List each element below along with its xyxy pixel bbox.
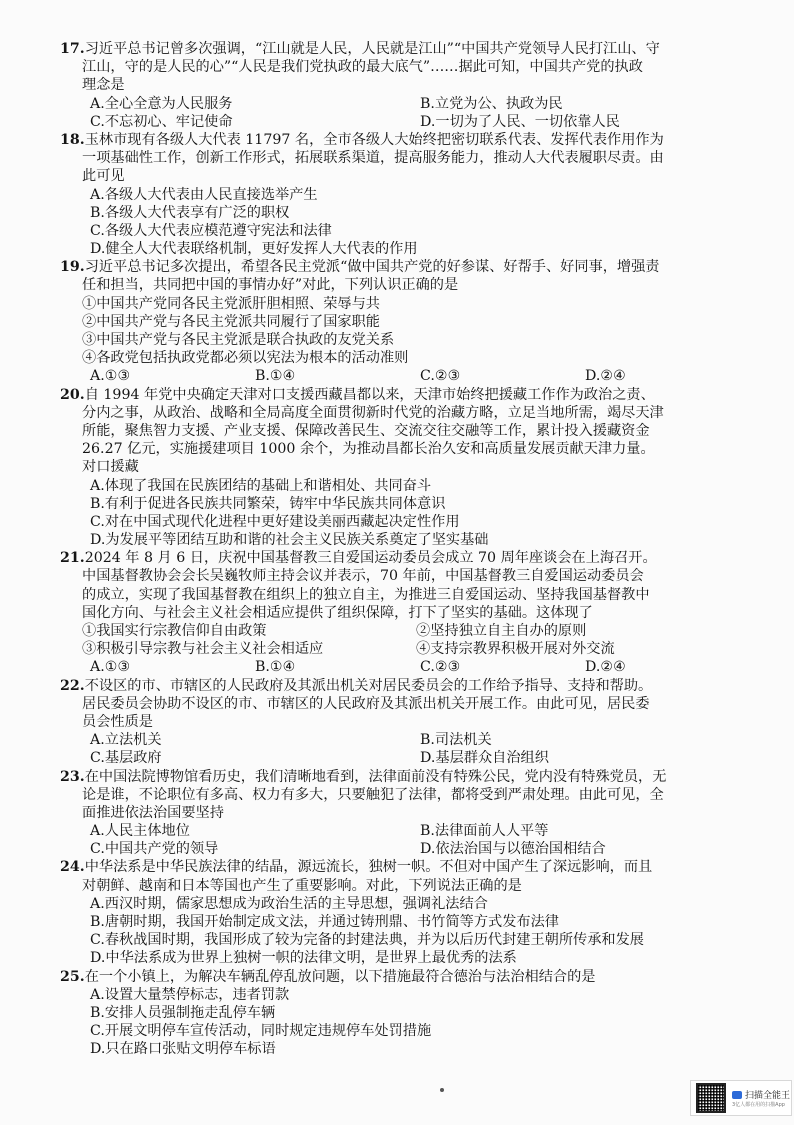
question-stem-text: 理念是	[82, 77, 125, 94]
answer-option: C.春秋战国时期，我国形成了较为完备的封建法典，并为以后历代封建王朝所传承和发展	[90, 932, 644, 949]
question-stem-text: 在一个小镇上，为解决车辆乱停乱放问题，以下措施最符合德治与法治相结合的是	[84, 968, 596, 985]
question-stem-first-line	[60, 768, 750, 786]
statement-item: ③中国共产党与各民主党派是联合执政的友党关系	[82, 332, 395, 348]
question-stem-text: 所能，聚焦智力支援、产业支援、保障改善民生、交流交往交融等工作，累计投入援藏资金	[82, 422, 650, 439]
question-stem-text: 分内之事，从政治、战略和全局高度全面贯彻新时代党的治藏方略，立足当地所需，竭尽天津	[82, 404, 664, 421]
statement-item: ①我国实行宗教信仰自由政策	[82, 623, 267, 639]
question-stem-line	[60, 149, 750, 167]
answer-option: B.各级人大代表享有广泛的职权	[90, 204, 290, 221]
option-row	[60, 749, 750, 767]
question-stem-first-line	[60, 858, 750, 876]
question-stem-line	[60, 804, 750, 822]
statement-item: ②坚持独立自主自办的原则	[416, 623, 587, 639]
question-number: 23.	[60, 768, 85, 785]
question-block	[60, 768, 750, 859]
question-stem-text: 江山，守的是人民的心”“人民是我们党执政的最大底气”……据此可知，中国共产党的执政	[82, 59, 643, 76]
question-number: 17.	[60, 41, 85, 57]
option-row	[60, 113, 750, 131]
answer-option: B.唐朝时期，我国开始制定成文法，并通过铸刑鼎、书竹简等方式发布法律	[90, 914, 559, 930]
answer-option: B.立党为公、执政为民	[420, 95, 563, 112]
question-block	[60, 858, 750, 967]
statement-item: ④各政党包括执政党都必须以宪法为根本的活动准则	[82, 350, 409, 367]
question-stem-text: 一项基础性工作，创新工作形式，拓展联系渠道，提高服务能力，推动人大代表履职尽责。由	[82, 150, 664, 167]
option-row	[60, 840, 750, 858]
question-stem-text: 国化方向、与社会主义社会相适应提供了组织保障，打下了坚实的基础。这体现了	[82, 604, 593, 621]
scanner-badge	[690, 1080, 792, 1116]
question-block	[60, 40, 750, 131]
question-stem-first-line	[60, 258, 750, 276]
question-stem-line	[60, 786, 750, 804]
answer-option: A.①③	[90, 368, 131, 385]
question-stem-line	[60, 58, 750, 76]
answer-option: C.不忘初心、牢记使命	[90, 113, 233, 130]
question-stem-line	[60, 586, 750, 604]
statement-row	[60, 622, 750, 640]
question-stem-text: 习近平总书记曾多次强调，“江山就是人民，人民就是江山”“中国共产党领导人民打江山、守	[84, 41, 660, 57]
question-stem-text: 论是谁，不论职位有多高、权力有多大，只要触犯了法律，都将受到严肃处理。由此可见，全	[82, 786, 664, 803]
answer-option: D.依法治国与以德治国相结合	[420, 841, 606, 858]
question-block	[60, 968, 750, 1059]
scanner-logo-icon	[732, 1091, 742, 1099]
question-stem-line	[60, 76, 750, 94]
answer-option: A.各级人大代表由人民直接选举产生	[90, 186, 318, 203]
question-stem-first-line	[60, 40, 750, 58]
question-stem-first-line	[60, 131, 750, 149]
question-stem-line	[60, 713, 750, 731]
answer-option: B.安排人员强制拖走乱停车辆	[90, 1004, 276, 1021]
question-stem-text: 员会性质是	[82, 713, 153, 730]
answer-option: C.中国共产党的领导	[90, 841, 219, 858]
answer-option: A.立法机关	[90, 732, 162, 749]
question-block	[60, 131, 750, 258]
answer-option: C.基层政府	[90, 750, 162, 767]
answer-option: C.②③	[420, 659, 461, 676]
answer-option: A.设置大量禁停标志，违者罚款	[90, 986, 290, 1003]
answer-option: D.基层群众自治组织	[420, 750, 549, 767]
option-row	[60, 367, 750, 385]
question-stem-line	[60, 404, 750, 422]
answer-option: D.中华法系成为世界上独树一帜的法律文明，是世界上最优秀的法系	[90, 950, 517, 967]
question-stem-text: 中华法系是中华民族法律的结晶，源远流长，独树一帜。不但对中国产生了深远影响，而且	[84, 859, 653, 876]
question-stem-text: 不设区的市、市辖区的人民政府及其派出机关对居民委员会的工作给予指导、支持和帮助。	[84, 677, 653, 694]
answer-option: D.②④	[585, 659, 626, 676]
question-stem-first-line	[60, 968, 750, 986]
qr-code-icon	[696, 1083, 726, 1113]
answer-option: B.法律面前人人平等	[420, 823, 549, 840]
answer-option: C.开展文明停车宣传活动，同时规定违规停车处罚措施	[90, 1023, 432, 1040]
answer-option: D.健全人大代表联络机制，更好发挥人大代表的作用	[90, 241, 418, 258]
question-stem-text: 自 1994 年党中央确定天津对口支援西藏昌都以来，天津市始终把援藏工作作为政治之责、	[84, 386, 655, 403]
statement-item: ③积极引导宗教与社会主义社会相适应	[82, 641, 324, 658]
answer-option: B.①④	[255, 659, 296, 676]
question-stem-first-line	[60, 549, 750, 567]
question-stem-line	[60, 567, 750, 585]
answer-option: D.为发展平等团结互助和谐的社会主义民族关系奠定了坚实基础	[90, 532, 489, 549]
question-stem-line	[60, 167, 750, 185]
question-stem-line	[60, 276, 750, 294]
question-stem-text: 26.27 亿元，实施援建项目 1000 余个，为推动昌都长治久安和高质量发展贡献天津力量。	[82, 441, 655, 458]
question-stem-text: 2024 年 8 月 6 日，庆祝中国基督教三自爱国运动委员会成立 70 周年座谈会在上海召开。	[84, 550, 657, 567]
answer-option: A.西汉时期，儒家思想成为政治生活的主导思想，强调礼法结合	[90, 895, 488, 912]
question-stem-text: 的成立，实现了我国基督教在组织上的独立自主，为推进三自爱国运动、坚持我国基督教中	[82, 586, 650, 603]
answer-option: D.只在路口张贴文明停车标语	[90, 1041, 276, 1058]
question-stem-text: 此可见	[82, 168, 125, 185]
question-number: 20.	[60, 386, 85, 403]
question-stem-text: 对朝鲜、越南和日本等国也产生了重要影响。对此，下列说法正确的是	[82, 877, 522, 894]
question-block	[60, 386, 750, 550]
question-block	[60, 677, 750, 768]
question-stem-text: 对口援藏	[82, 459, 139, 476]
answer-option: A.人民主体地位	[90, 823, 190, 840]
question-stem-first-line	[60, 386, 750, 404]
answer-option: A.体现了我国在民族团结的基础上和谐相处、共同奋斗	[90, 477, 432, 494]
question-block	[60, 258, 750, 385]
question-number: 18.	[60, 131, 85, 148]
question-stem-text: 居民委员会协助不设区的市、市辖区的人民政府及其派出机关开展工作。由此可见，居民委	[82, 695, 650, 712]
question-stem-text: 在中国法院博物馆看历史，我们清晰地看到，法律面前没有特殊公民，党内没有特殊党员，无	[84, 768, 667, 785]
option-row	[60, 822, 750, 840]
answer-option: D.一切为了人民、一切依靠人民	[420, 113, 620, 130]
answer-option: C.各级人大代表应模范遵守宪法和法律	[90, 222, 332, 239]
option-row	[60, 658, 750, 676]
option-row	[60, 731, 750, 749]
question-number: 25.	[60, 968, 85, 985]
statement-row	[60, 640, 750, 658]
answer-option: C.②③	[420, 368, 461, 385]
statement-item: ④支持宗教界积极开展对外交流	[416, 641, 615, 658]
question-stem-text: 中国基督教协会会长吴巍牧师主持会议并表示，70 年前，中国基督教三自爱国运动委员会	[82, 568, 644, 585]
question-stem-line	[60, 458, 750, 476]
question-stem-text: 玉林市现有各级人大代表 11797 名，全市各级人大始终把密切联系代表、发挥代表作用作为	[84, 131, 664, 148]
question-stem-line	[60, 695, 750, 713]
question-list	[60, 40, 750, 1059]
question-stem-text: 面推进依法治国要坚持	[82, 804, 224, 821]
scanner-title: 扫描全能王	[745, 1091, 791, 1101]
answer-option: A.①③	[90, 659, 131, 676]
question-stem-line	[60, 877, 750, 895]
question-number: 19.	[60, 259, 85, 276]
question-stem-text: 习近平总书记多次提出，希望各民主党派“做中国共产党的好参谋、好帮手、好同事，增强责	[84, 259, 660, 276]
answer-option: C.对在中国式现代化进程中更好建设美丽西藏起决定性作用	[90, 513, 460, 530]
question-stem-first-line	[60, 677, 750, 695]
option-row	[60, 95, 750, 113]
question-stem-line	[60, 604, 750, 622]
scanner-subtitle: 3亿人都在用的扫描App	[732, 1102, 785, 1108]
answer-option: B.有利于促进各民族共同繁荣，铸牢中华民族共同体意识	[90, 495, 446, 512]
answer-option: B.司法机关	[420, 732, 492, 749]
question-block	[60, 549, 750, 676]
statement-item: ①中国共产党同各民主党派肝胆相照、荣辱与共	[82, 295, 380, 312]
answer-option: A.全心全意为人民服务	[90, 95, 233, 112]
question-stem-line	[60, 440, 750, 458]
answer-option: D.②④	[585, 368, 626, 385]
statement-item: ②中国共产党与各民主党派共同履行了国家职能	[82, 313, 380, 330]
question-stem-line	[60, 422, 750, 440]
answer-option: B.①④	[255, 368, 296, 385]
question-number: 21.	[60, 550, 85, 567]
question-number: 24.	[60, 859, 85, 876]
page-dot	[440, 1088, 444, 1092]
question-stem-text: 任和担当，共同把中国的事情办好”对此，下列认识正确的是	[82, 277, 459, 294]
question-number: 22.	[60, 677, 85, 694]
